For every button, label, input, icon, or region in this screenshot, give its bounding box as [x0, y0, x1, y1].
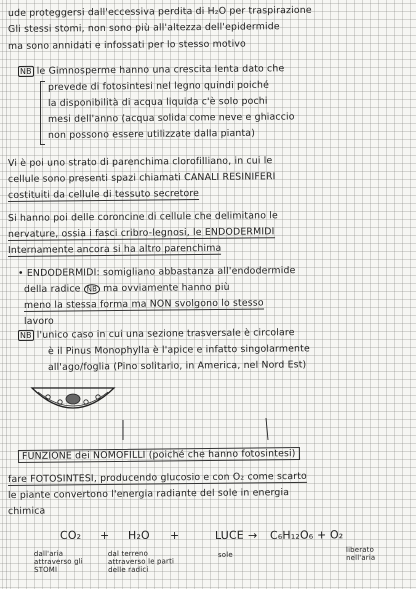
margin-line [6, 0, 7, 589]
nb-note-1-line-5: non possono essere utilizzate dalla pianta) [47, 127, 256, 141]
bullet-line-1: • ENDODERMIDI: somigliano abbastanza all'endodermide [17, 265, 296, 279]
pointer-mark [118, 420, 128, 442]
equation-co2: CO₂ [59, 528, 82, 542]
section-heading-funzione: FUNZIONE dei NOMOFILLI (poiché che hanno fotosintesi) [18, 447, 300, 463]
equation-products: C₆H₁₂O₆ + O₂ [269, 528, 344, 542]
nb-note-1-line-2: prevede di fotosintesi nel legno quindi poiché [47, 79, 270, 93]
annotation-light-source: sole [217, 550, 233, 559]
equation-arrow: → [247, 528, 258, 542]
nb-note-1-text: le Gimnosperme hanno una crescita lenta dato che [36, 63, 285, 77]
function-line-3: chimica [7, 505, 46, 517]
nb-tag: NB [18, 66, 34, 77]
nb-note-2-line-1 [18, 327, 295, 341]
bullet-line-2-b: ma ovviamente hanno più [103, 281, 230, 295]
function-line-1: fare FOTOSINTESI, producendo glucosio e con O₂ come scarto [7, 470, 307, 485]
annotation-co2-source: dall'aria attraverso gli STOMI [33, 549, 83, 574]
nb-tag: NB [18, 330, 34, 341]
needle-cross-section-sketch [28, 382, 118, 422]
nb-note-2-text: l'unico caso in cui una sezione trasversale è circolare [36, 327, 295, 341]
bullet-line-4: lavoro [23, 315, 54, 327]
function-line-2: le piante convertono l'energia radiante del sole in energia [7, 487, 290, 501]
equation-plus-1: + [99, 528, 110, 542]
bullet-line-2 [24, 282, 230, 295]
text-line-2: Gli stessi stomi, non sono più all'altezza dell'epidermide [7, 21, 280, 35]
pointer-mark [262, 418, 272, 442]
text-line-p2-3: costituiti da cellule di tessuto secretore [7, 187, 200, 201]
nb-note-1-line-1 [18, 63, 284, 77]
resin-canal [84, 400, 88, 404]
resin-canal [58, 400, 62, 404]
equation-plus-2: + [169, 528, 180, 542]
nb-note-1-bracket [40, 81, 45, 145]
bullet-line-3: meno la stessa forma ma NON svolgono lo stesso [23, 297, 264, 311]
text-line-p3-3: Internamente ancora si ha altro parenchima [7, 242, 222, 256]
nb-note-2-line-2: è il Pinus Monophylla è l'apice e infatto singolarmente [47, 343, 310, 357]
vascular-bundle [66, 394, 80, 404]
text-line-3: ma sono annidati e infossati per lo stesso motivo [7, 38, 246, 52]
equation-luce: LUCE [214, 528, 244, 542]
nb-note-2-line-3: all'ago/foglia (Pino solitario, in America, nel Nord Est) [47, 359, 307, 373]
circled-nb: NB [84, 284, 100, 294]
annotation-h2o-source: dal terreno attraverso le parti delle radici [107, 549, 175, 574]
text-line-1: ude proteggersi dall'eccessiva perdita di H₂O per traspirazione [7, 4, 312, 19]
text-line-p2-2: cellule sono presenti spazi chiamati CANALI RESINIFERI [7, 171, 276, 185]
nb-note-1-line-4: mesi dell'anno (acqua solida come neve e ghiaccio [47, 111, 295, 125]
text-line-p3-2: nervature, ossia i fasci cribro-legnosi, le ENDODERMIDI [7, 226, 275, 240]
annotation-o2-released: liberato nell'aria [345, 545, 376, 562]
nb-note-1-line-3: la disponibilità di acqua liquida c'è solo pochi [47, 95, 268, 109]
bullet-line-2-a: della radice [23, 283, 81, 295]
text-line-p3-1: Si hanno poi delle coroncine di cellule che delimitano le [7, 210, 278, 224]
text-line-p2-1: Vi è poi uno strato di parenchima clorofilliano, in cui le [7, 155, 273, 169]
equation-h2o: H₂O [127, 528, 150, 542]
